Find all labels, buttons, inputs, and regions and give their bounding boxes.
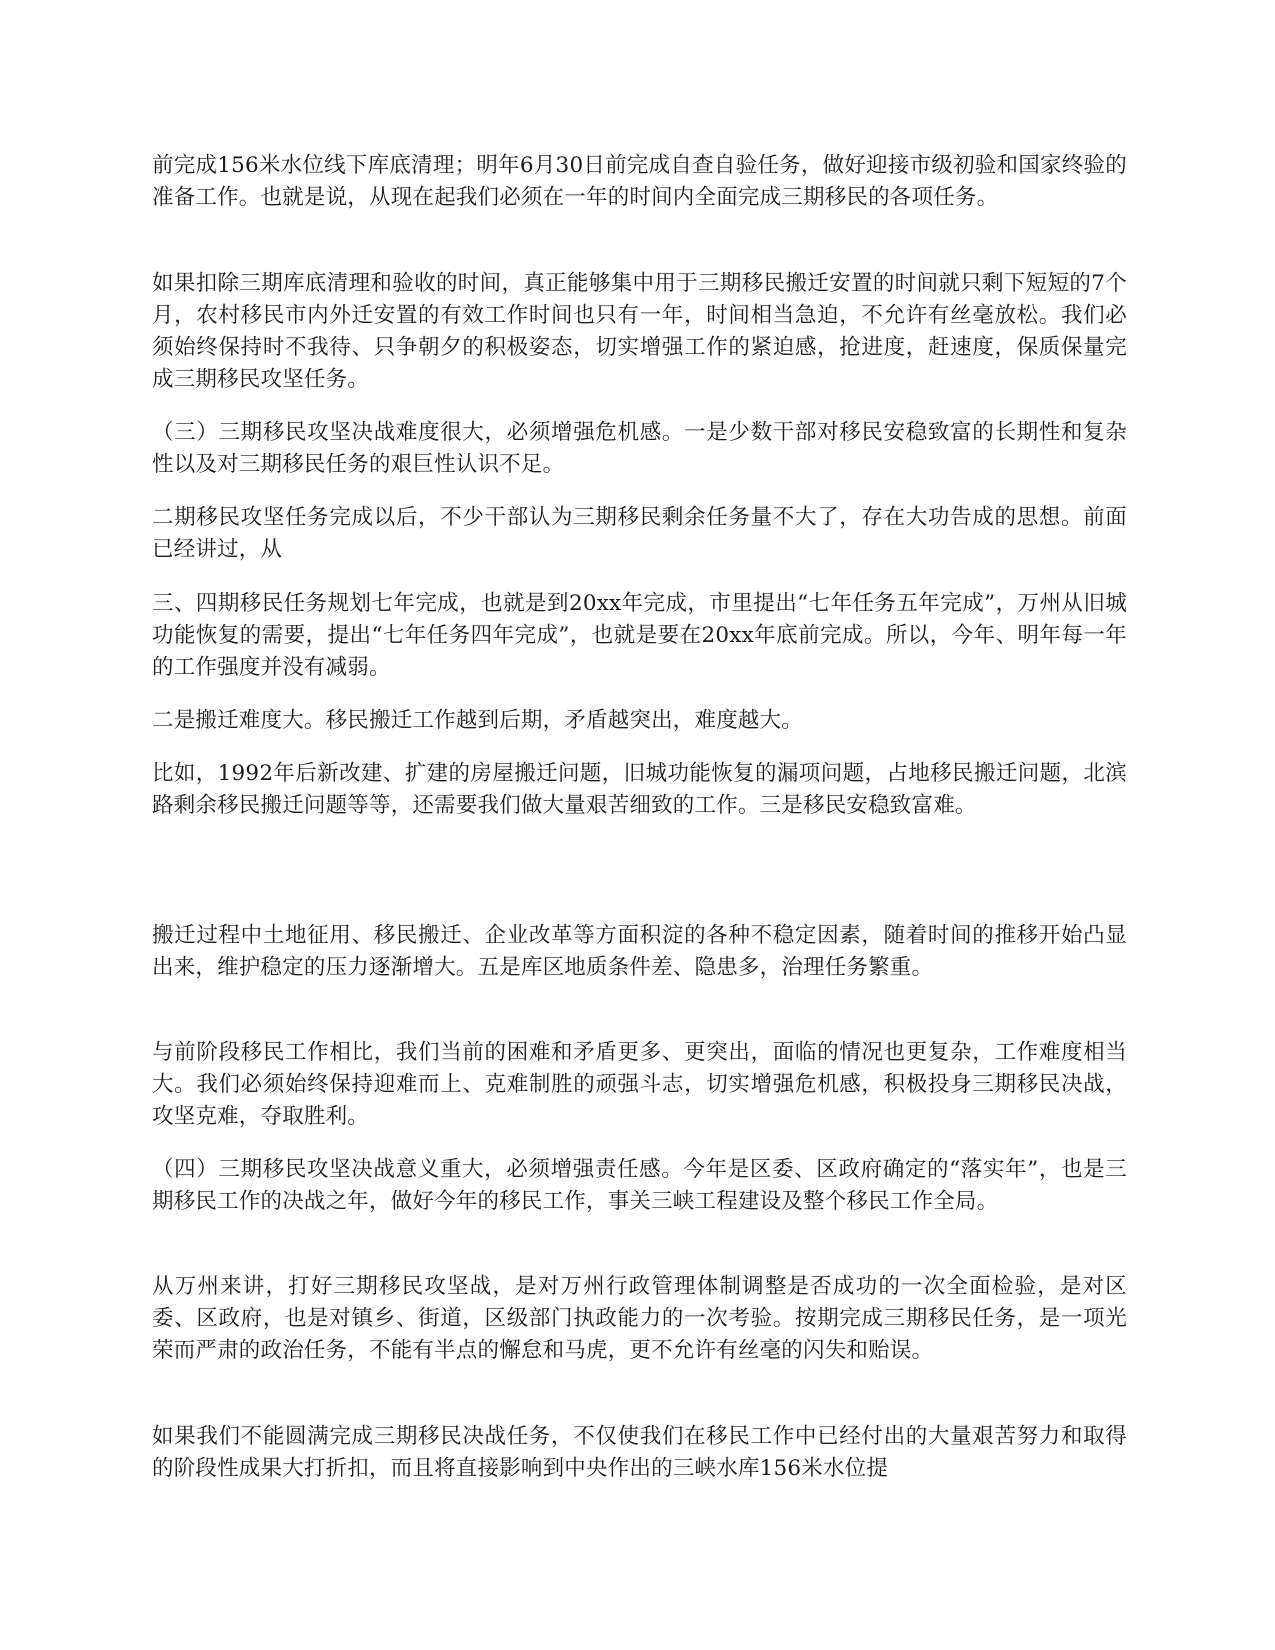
paragraph: 二期移民攻坚任务完成以后，不少干部认为三期移民剩余任务量不大了，存在大功告成的思想。前面已经讲过，从 [152, 505, 1127, 562]
paragraph: 二是搬迁难度大。移民搬迁工作越到后期，矛盾越突出，难度越大。 [152, 708, 804, 733]
paragraph: 从万州来讲，打好三期移民攻坚战，是对万州行政管理体制调整是否成功的一次全面检验，是对区委、区政府，也是对镇乡、街道，区级部门执政能力的一次考验。按期完成三期移民任务，是一项光荣而严肃的政治任务，不能有半点的懈怠和马虎，更不允许有丝毫的闪失和贻误。 [152, 1274, 1127, 1363]
paragraph: 三、四期移民任务规划七年完成，也就是到20xx年完成，市里提出“七年任务五年完成”，万州从旧城功能恢复的需要，提出“七年任务四年完成”，也就是要在20xx年底前完成。所以，今年、明年每一年的工作强度并没有减弱。 [152, 591, 1127, 680]
paragraph: 与前阶段移民工作相比，我们当前的困难和矛盾更多、更突出，面临的情况也更复杂，工作难度相当大。我们必须始终保持迎难而上、克难制胜的顽强斗志，切实增强危机感，积极投身三期移民决战，攻坚克难，夺取胜利。 [152, 1040, 1127, 1129]
paragraph: 如果我们不能圆满完成三期移民决战任务，不仅使我们在移民工作中已经付出的大量艰苦努力和取得的阶段性成果大打折扣，而且将直接影响到中央作出的三峡水库156米水位提 [152, 1424, 1127, 1481]
paragraph: （四）三期移民攻坚决战意义重大，必须增强责任感。今年是区委、区政府确定的“落实年”，也是三期移民工作的决战之年，做好今年的移民工作，事关三峡工程建设及整个移民工作全局。 [152, 1157, 1127, 1214]
paragraph: 前完成156米水位线下库底清理；明年6月30日前完成自查自验任务，做好迎接市级初验和国家终验的准备工作。也就是说，从现在起我们必须在一年的时间内全面完成三期移民的各项任务。 [152, 153, 1127, 210]
paragraph: 搬迁过程中土地征用、移民搬迁、企业改革等方面积淀的各种不稳定因素，随着时间的推移开始凸显出来，维护稳定的压力逐渐增大。五是库区地质条件差、隐患多，治理任务繁重。 [152, 923, 1127, 980]
paragraph: （三）三期移民攻坚决战难度很大，必须增强危机感。一是少数干部对移民安稳致富的长期性和复杂性以及对三期移民任务的艰巨性认识不足。 [152, 420, 1127, 477]
paragraph: 比如，1992年后新改建、扩建的房屋搬迁问题，旧城功能恢复的漏项问题，占地移民搬迁问题，北滨路剩余移民搬迁问题等等，还需要我们做大量艰苦细致的工作。三是移民安稳致富难。 [152, 761, 1127, 818]
paragraph: 如果扣除三期库底清理和验收的时间，真正能够集中用于三期移民搬迁安置的时间就只剩下短短的7个月，农村移民市内外迁安置的有效工作时间也只有一年，时间相当急迫，不允许有丝毫放松。我们必须始终保持时不我待、只争朝夕的积极姿态，切实增强工作的紧迫感，抢进度，赶速度，保质保量完成三期移民攻坚任务。 [152, 271, 1127, 392]
